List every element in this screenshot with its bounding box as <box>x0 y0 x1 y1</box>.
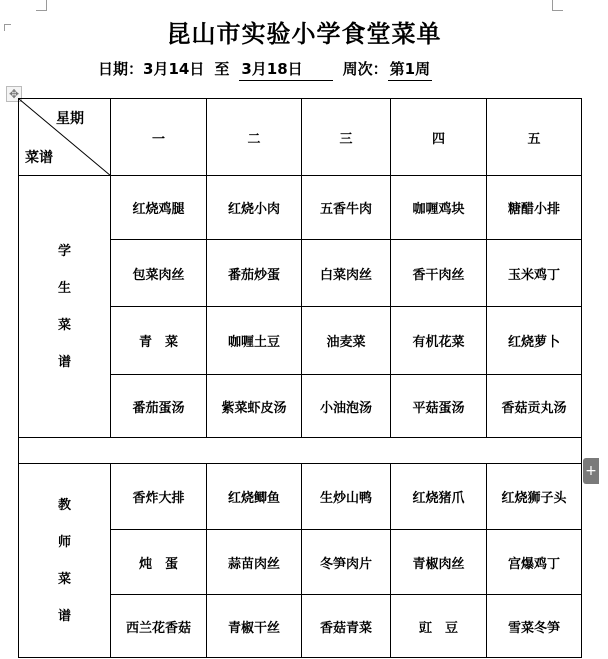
day-header-2: 二 <box>207 99 302 176</box>
dish-cell: 青 菜 <box>111 307 207 375</box>
dish-cell: 蒜苗肉丝 <box>207 530 302 595</box>
dish-cell: 五香牛肉 <box>302 176 391 240</box>
dish-cell: 油麦菜 <box>302 307 391 375</box>
dish-cell: 生炒山鸭 <box>302 464 391 530</box>
header-corner-cell <box>19 99 111 176</box>
dish-cell: 红烧萝卜 <box>487 307 582 375</box>
dish-cell: 青椒肉丝 <box>391 530 487 595</box>
week-label: 周次： <box>342 60 388 78</box>
date-end: 3月18日 <box>239 58 332 81</box>
dish-cell: 香菇贡丸汤 <box>487 375 582 438</box>
dish-cell: 豇 豆 <box>391 595 487 658</box>
dish-cell: 西兰花香菇 <box>111 595 207 658</box>
dish-cell: 番茄蛋汤 <box>111 375 207 438</box>
teacher-row-1 <box>19 464 582 530</box>
table-move-handle-icon[interactable]: ✥ <box>6 86 22 102</box>
dish-cell: 红烧鲫鱼 <box>207 464 302 530</box>
dish-cell: 番茄炒蛋 <box>207 240 302 307</box>
dish-cell: 雪菜冬笋 <box>487 595 582 658</box>
page-corner-mark-left <box>36 0 47 11</box>
date-label: 日期： <box>98 60 144 78</box>
menu-table <box>18 98 582 658</box>
page-corner-mark-right <box>552 0 563 11</box>
day-header-5: 五 <box>487 99 582 176</box>
dish-cell: 香菇青菜 <box>302 595 391 658</box>
day-header-1: 一 <box>111 99 207 176</box>
date-start: 3月14日 <box>143 60 205 78</box>
dish-cell: 包菜肉丝 <box>111 240 207 307</box>
dish-cell: 宫爆鸡丁 <box>487 530 582 595</box>
dish-cell: 玉米鸡丁 <box>487 240 582 307</box>
day-header-4: 四 <box>391 99 487 176</box>
dish-cell: 糖醋小排 <box>487 176 582 240</box>
dish-cell: 白菜肉丝 <box>302 240 391 307</box>
dish-cell: 红烧猪爪 <box>391 464 487 530</box>
date-line <box>98 58 432 81</box>
spacer-row <box>19 438 582 464</box>
dish-cell: 炖 蛋 <box>111 530 207 595</box>
spacer-cell <box>19 438 582 464</box>
date-separator: 至 <box>214 60 230 78</box>
student-menu-label: 学 生 菜 谱 <box>19 176 111 438</box>
dish-cell: 冬笋肉片 <box>302 530 391 595</box>
teacher-menu-label: 教 师 菜 谱 <box>19 464 111 658</box>
header-row <box>19 99 582 176</box>
dish-cell: 红烧鸡腿 <box>111 176 207 240</box>
add-column-plus-icon[interactable]: + <box>583 458 599 484</box>
dish-cell: 香炸大排 <box>111 464 207 530</box>
dish-cell: 香干肉丝 <box>391 240 487 307</box>
header-week-label: 星期 <box>56 111 84 127</box>
dish-cell: 小油泡汤 <box>302 375 391 438</box>
dish-cell: 红烧小肉 <box>207 176 302 240</box>
dish-cell: 紫菜虾皮汤 <box>207 375 302 438</box>
dish-cell: 红烧狮子头 <box>487 464 582 530</box>
dish-cell: 有机花菜 <box>391 307 487 375</box>
day-header-3: 三 <box>302 99 391 176</box>
dish-cell: 平菇蛋汤 <box>391 375 487 438</box>
week-value: 第1周 <box>388 58 432 81</box>
dish-cell: 咖喱鸡块 <box>391 176 487 240</box>
dish-cell: 咖喱土豆 <box>207 307 302 375</box>
header-menu-label: 菜谱 <box>25 150 53 166</box>
student-row-1 <box>19 176 582 240</box>
page-title: 昆山市实验小学食堂菜单 <box>166 19 442 48</box>
dish-cell: 青椒干丝 <box>207 595 302 658</box>
